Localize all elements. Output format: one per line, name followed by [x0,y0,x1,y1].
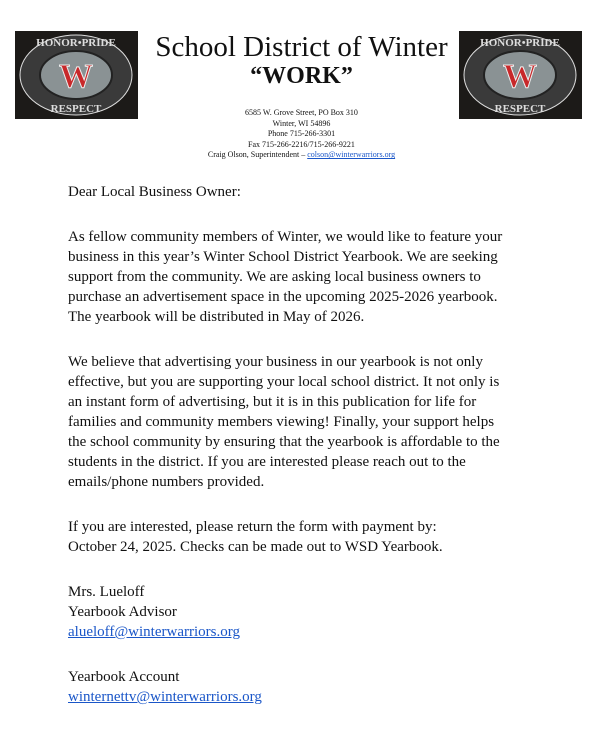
text-line: students in the district. If you are interested please reach out to the [68,454,466,470]
phone-line: Phone 715-266-3301 [267,129,336,139]
advisor-email-link[interactable]: alueloff@winterwarriors.org [68,624,240,640]
text-line: If you are interested, please return the form with payment by: [68,519,437,535]
district-motto: “WORK” [250,63,353,89]
text-line: effective, but you are supporting your local school district. It not only is [68,374,500,390]
account-label: Yearbook Account [68,669,180,685]
letter-body [68,182,568,732]
text-line: business in this year’s Winter School District Yearbook. We are seeking [68,249,498,265]
text-line: We believe that advertising your business in our yearbook is not only [68,354,483,370]
svg-text:HONOR•PRIDE: HONOR•PRIDE [36,37,116,49]
address-block [0,108,603,161]
text-line: purchase an advertisement space in the upcoming 2025-2026 yearbook. [68,289,498,305]
text-line: October 24, 2025. Checks can be made out to WSD Yearbook. [68,539,443,555]
signer-name: Mrs. Lueloff [68,584,145,600]
superintendent-name: Craig Olson, Superintendent – [207,150,308,160]
fax-line: Fax 715-266-2216/715-266-9221 [248,139,355,149]
text-line: the school community by ensuring that the yearbook is affordable to the [68,434,500,450]
svg-text:RESPECT: RESPECT [50,103,102,115]
text-line: The yearbook will be distributed in May of 2026. [68,309,365,325]
superintendent-email-link[interactable]: colson@winterwarriors.org [307,150,396,160]
paragraph-intro [68,227,568,327]
signer-role: Yearbook Advisor [68,604,177,620]
svg-text:HONOR•PRIDE: HONOR•PRIDE [480,37,560,49]
paragraph-benefits [68,352,568,492]
text-line: support from the community. We are asking local business owners to [68,269,481,285]
text-line: emails/phone numbers provided. [68,474,265,490]
svg-text:W: W [59,58,93,95]
district-title: School District of Winter [155,31,448,63]
address-line: Winter, WI 54896 [272,118,331,128]
text-line: As fellow community members of Winter, we would like to feature your [68,229,503,245]
greeting: Dear Local Business Owner: [68,184,241,200]
address-line: 6585 W. Grove Street, PO Box 310 [245,108,358,117]
svg-text:RESPECT: RESPECT [494,103,546,115]
account-email-link[interactable]: winternettv@winterwarriors.org [68,689,262,705]
signature-block [68,582,568,642]
text-line: an instant form of advertising, but it is in this publication for life for [68,394,477,410]
superintendent-line [0,150,603,161]
svg-text:W: W [503,58,537,95]
text-line: families and community members viewing! Finally, your support helps [68,414,495,430]
account-block [68,667,568,707]
paragraph-deadline [68,517,568,557]
